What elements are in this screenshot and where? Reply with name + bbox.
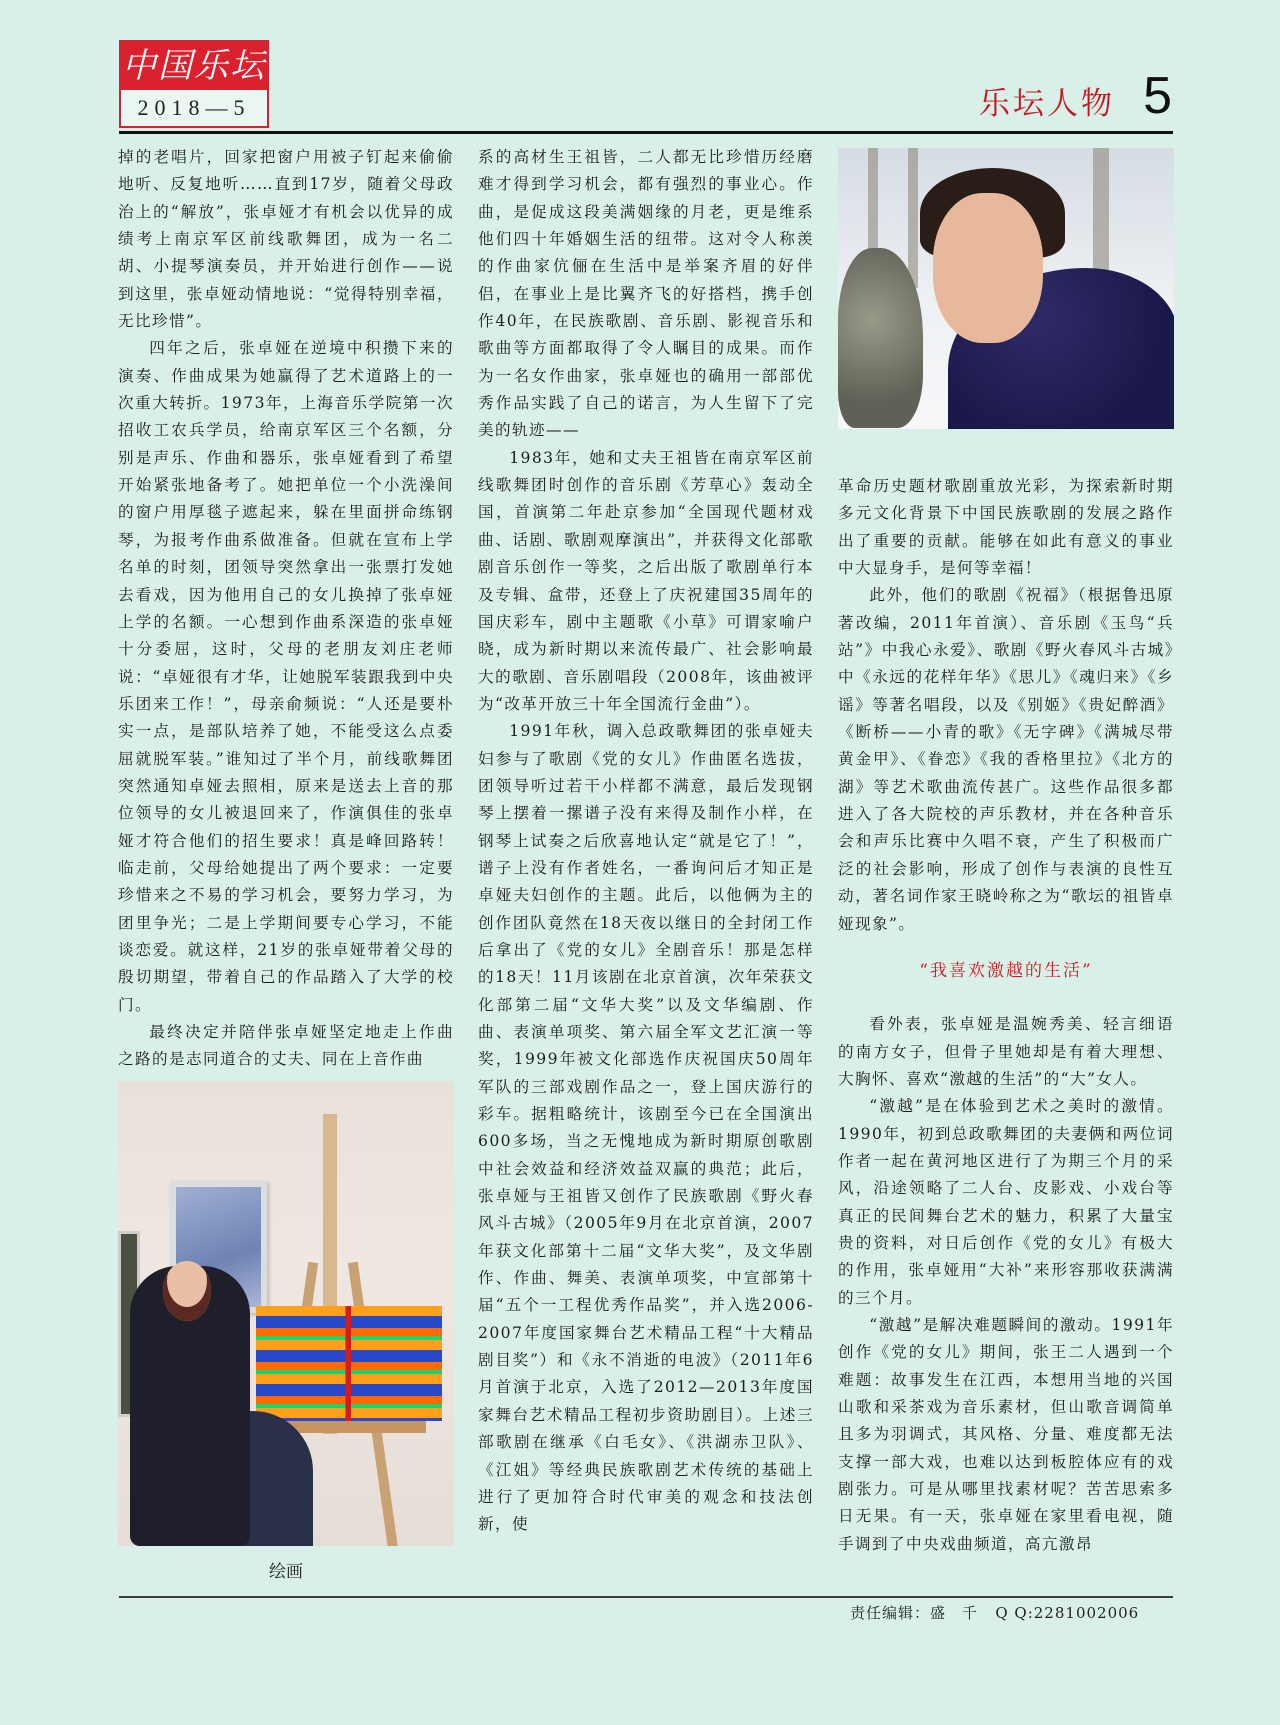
article-column-3 (838, 473, 1174, 1558)
tree-trunk (1093, 148, 1109, 288)
photo-caption: 绘画 (269, 1562, 303, 1582)
woman-head (163, 1261, 211, 1321)
editor-label: 责任编辑： (850, 1604, 931, 1622)
abstract-painting (256, 1306, 442, 1421)
paragraph: 1983年，她和丈夫王祖皆在南京军区前线歌舞团时创作的音乐剧《芳草心》轰动全国，首演第二年赴京参加“全国现代题材戏曲、话剧、歌剧观摩演出”，并获得文化部歌剧音乐创作一等奖，之后出版了歌剧单行本及专辑、盒带，还登上了庆祝建国35周年的国庆彩车，剧中主题歌《小草》可谓家喻户晓，成为新时期以来流传最广、社会影响最大的歌剧、音乐剧唱段（2008年，该曲被评为“改革开放三十年全国流行金曲”）。 (478, 448, 814, 713)
paragraph: 系的高材生王祖皆，二人都无比珍惜历经磨难才得到学习机会，都有强烈的事业心。作曲，是促成这段美满姻缘的月老，更是维系他们四十年婚姻生活的纽带。这对令人称羡的作曲家伉俪在生活中是举案齐眉的好伴侣，在事业上是比翼齐飞的好搭档，携手创作40年，在民族歌剧、音乐剧、影视音乐和歌曲等方面都取得了令人瞩目的成果。而作为一名女作曲家，张卓娅也的确用一部部优秀作品实践了自己的诺言，为人生留下了完美的轨迹—— (478, 148, 814, 440)
qq-label: Q Q: (995, 1604, 1034, 1622)
paragraph: 看外表，张卓娅是温婉秀美、轻言细语的南方女子，但骨子里她却是有着大理想、大胸怀、喜欢“激越的生活”的“大”女人。 (838, 1015, 1174, 1088)
tree-trunk (908, 148, 918, 288)
paragraph: 1991年秋，调入总政歌舞团的张卓娅夫妇参与了歌剧《党的女儿》作曲匿名选拔，团领导听过若干小样都不满意，最后发现钢琴上摆着一摞谱子没有来得及制作小样，在钢琴上试奏之后欣喜地认定“就是它了！”，谱子上没有作者姓名，一番询问后才知正是卓娅夫妇创作的主题。此后，以他俩为主的创作团队竟然在18天夜以继日的全封闭工作后拿出了《党的女儿》全剧音乐！那是怎样的18天！11月该剧在北京首演，次年荣获文化部第二届“文华大奖”以及文华编剧、作曲、表演单项奖、第六届全军文艺汇演一等奖，1999年被文化部选作庆祝国庆50周年军队的三部戏剧作品之一，登上国庆游行的彩车。据粗略统计，该剧至今已在全国演出600多场，当之无愧地成为新时期原创歌剧中社会效益和经济效益双赢的典范；此后，张卓娅与王祖皆又创作了民族歌剧《野火春风斗古城》（2005年9月在北京首演，2007年获文化部第十二届“文华大奖”，及文华剧作、作曲、舞美、表演单项奖，中宣部第十届“五个一工程优秀作品奖”，并入选2006-2007年度国家舞台艺术精品工程“十大精品剧目奖”）和《永不消逝的电波》（2011年6月首演于北京，入选了2012—2013年度国家舞台艺术精品工程初步资助剧目）。上述三部歌剧在继承《白毛女》、《洪湖赤卫队》、《江姐》等经典民族歌剧艺术传统的基础上进行了更加符合时代审美的观念和技法创新，使 (478, 722, 814, 1534)
article-column-2 (478, 144, 814, 1539)
portrait-photo (838, 148, 1174, 429)
paragraph: 革命历史题材歌剧重放光彩，为探索新时期多元文化背景下中国民族歌剧的发展之路作出了重要的贡献。能够在如此有意义的事业中大显身手，是何等幸福！ (838, 477, 1174, 578)
face (933, 193, 1043, 343)
paragraph: 最终决定并陪伴张卓娅坚定地走上作曲之路的是志同道合的丈夫、同在上音作曲 (118, 1023, 454, 1069)
snowy-rock (838, 248, 923, 428)
issue-date: 2018—5 (137, 95, 251, 120)
article-column-1 (118, 144, 454, 1074)
qq-number: 2281002006 (1033, 1604, 1140, 1622)
paragraph: 掉的老唱片，回家把窗户用被子钉起来偷偷地听、反复地听……直到17岁，随着父母政治上的“解放”，张卓娅才有机会以优异的成绩考上南京军区前线歌舞团，成为一名二胡、小提琴演奏员，并开始进行创作——说到这里，张卓娅动情地说：“觉得特别幸福，无比珍惜”。 (118, 148, 454, 331)
paragraph: “激越”是解决难题瞬间的激动。1991年创作《党的女儿》期间，张王二人遇到一个难题：故事发生在江西，本想用当地的兴国山歌和采茶戏为音乐素材，但山歌音调简单且多为羽调式，其风格、分量、难度都无法支撑一部大戏，也难以达到板腔体应有的戏剧张力。可是从哪里找素材呢？苦苦思索多日无果。有一天，张卓娅在家里看电视，随手调到了中央戏曲频道，高亢激昂 (838, 1315, 1174, 1553)
editor-credit (850, 1602, 1139, 1623)
magazine-logo (119, 40, 269, 128)
painting-photo (118, 1081, 454, 1546)
header-rule (119, 131, 1173, 134)
paragraph: 四年之后，张卓娅在逆境中积攒下来的演奏、作曲成果为她赢得了艺术道路上的一次重大转折。1973年，上海音乐学院第一次招收工农兵学员，给南京军区三个名额，分别是声乐、作曲和器乐，张卓娅看到了希望开始紧张地备考了。她把单位一个小洗澡间的窗户用厚毯子遮起来，躲在里面拼命练钢琴，为报考作曲系做准备。但就在宣布上学名单的时刻，团领导突然拿出一张票打发她去看戏，因为他用自己的女儿换掉了张卓娅上学的名额。一心想到作曲系深造的张卓娅十分委屈，这时，父母的老朋友刘庄老师说：“卓娅很有才华，让她脱军装跟我到中央乐团来工作！”，母亲俞频说：“人还是要朴实一点，是部队培养了她，不能受这么点委屈就脱军装。”谁知过了半个月，前线歌舞团突然通知卓娅去照相，原来是送去上音的那位领导的女儿被退回来了，作演俱佳的张卓娅才符合他们的招生要求！真是峰回路转！临走前，父母给她提出了两个要求：一定要珍惜来之不易的学习机会，要努力学习，为团里争光；二是上学期间要专心学习，不能谈恋爱。就这样，21岁的张卓娅带着父母的殷切期望，带着自己的作品踏入了大学的校门。 (118, 339, 454, 1014)
paragraph: “激越”是在体验到艺术之美时的激情。1990年，初到总政歌舞团的夫妻俩和两位词作者一起在黄河地区进行了为期三个月的采风，沿途领略了二人台、皮影戏、小戏台等真正的民间舞台艺术的魅力，积累了大量宝贵的资料，对日后创作《党的女儿》有极大的作用，张卓娅用“大补”来形容那收获满满的三个月。 (838, 1097, 1174, 1307)
section-title: 乐坛人物 (979, 86, 1115, 122)
footer-rule (119, 1596, 1173, 1598)
editor-name: 盛 千 (930, 1604, 979, 1622)
section-subheading: “我喜欢激越的生活” (919, 960, 1093, 981)
logo-title: 中国乐坛 (121, 42, 267, 90)
paragraph: 此外，他们的歌剧《祝福》（根据鲁迅原著改编，2011年首演）、音乐剧《玉鸟“兵站”》中我心永爱》、歌剧《野火春风斗古城》中《永远的花样年华》《思儿》《魂归来》《乡谣》等著名唱段，以及《别姬》《贵妃醉酒》《断桥——小青的歌》《无字碑》《满城尽带黄金甲》、《眷恋》《我的香格里拉》《北方的湖》等艺术歌曲流传甚广。这些作品很多都进入了各大院校的声乐教材，并在各种音乐会和声乐比赛中久唱不衰，产生了积极而广泛的社会影响，形成了创作与表演的良性互动，著名词作家王晓岭称之为“歌坛的祖皆卓娅现象”。 (838, 586, 1174, 933)
page-number: 5 (1143, 67, 1172, 125)
